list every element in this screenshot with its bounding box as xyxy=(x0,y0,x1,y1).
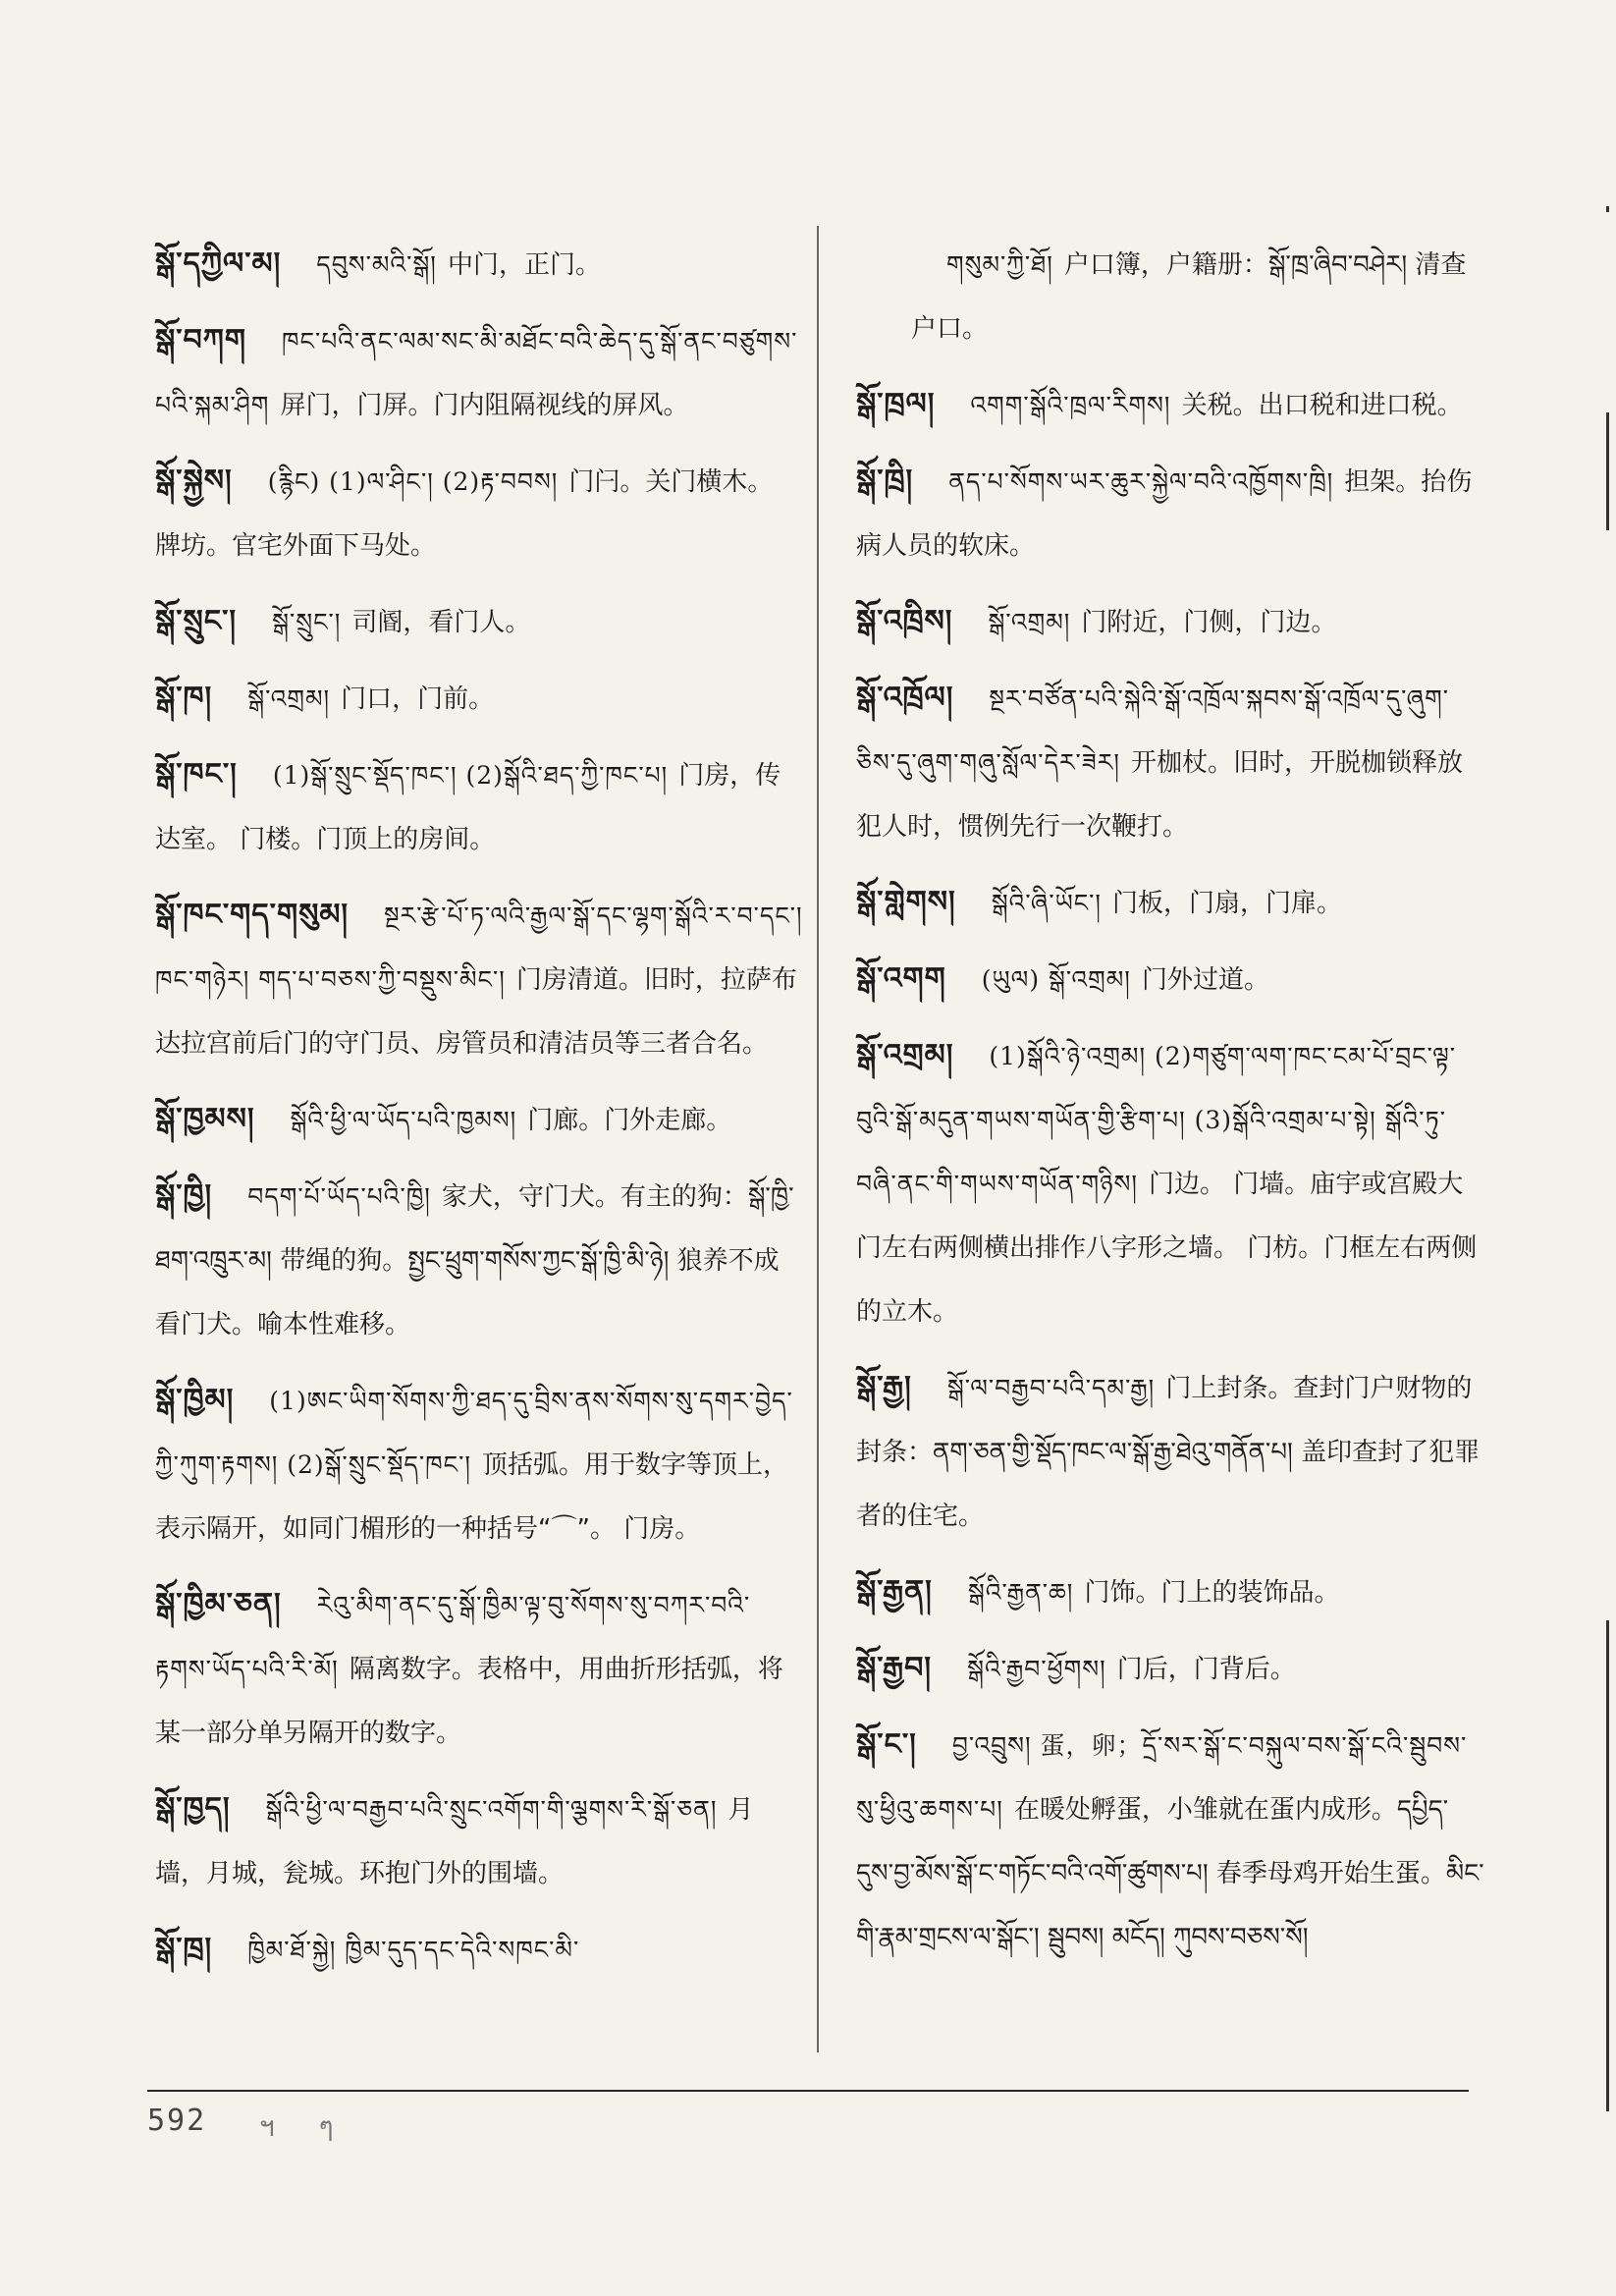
entry-tibetan-definition: སྔར་བཙོན་པའི་སྐེའི་སྒོ་འཁྲོལ་སྐབས་སྒོ་འཁྲོལ་དུ་ཞུག་ཅིས་དུ་ཞུག་གཞུ་སློལ་དེར་ཟེར། xyxy=(856,684,1449,777)
dictionary-entry xyxy=(155,451,803,579)
entry-tibetan-definition: བདག་པོ་ཡོད་པའི་ཁྱི། xyxy=(247,1182,431,1211)
entry-chinese-definition: 门附近，门侧，门边。 xyxy=(1081,608,1337,637)
entry-chinese-definition: 门房，传达室。 门楼。门顶上的房间。 xyxy=(155,761,781,854)
edge-mark xyxy=(1606,1620,1609,2111)
dictionary-entry xyxy=(155,1166,803,1358)
page-number: 592 xyxy=(147,2104,207,2138)
entry-headword: སྒོ་སྐྱེས། xyxy=(155,464,233,498)
edge-mark xyxy=(1606,412,1609,530)
entry-chinese-definition: 门外过道。 xyxy=(1141,965,1269,995)
entry-headword: སྒོ་ཁྱད། xyxy=(155,1791,231,1826)
entry-tibetan-definition: སྒོ་འགྲམ། xyxy=(247,684,331,713)
entry-chinese-definition: 门饰。门上的装饰品。 xyxy=(1084,1578,1340,1608)
entry-headword: སྒོ་རྒྱབ། xyxy=(856,1651,933,1685)
entry-chinese-definition: 门边。 门墙。庙宇或宫殿大门左右两侧横出排作八字形之墙。 门枋。门框左右两侧的立木。 xyxy=(856,1170,1478,1327)
entry-headword: སྒོ་ང་། xyxy=(856,1727,917,1762)
entry-chinese-definition: 户口簿，户籍册：སྒོ་ཁྲ་ཞིབ་བཤེར། 清查户口。 xyxy=(911,250,1467,344)
entry-tibetan-definition: སྒོའི་རྒྱན་ཆ། xyxy=(967,1578,1074,1607)
entry-headword: སྒོ་རྒྱ། xyxy=(856,1370,912,1404)
entry-headword: སྒོ་ཁང་གད་གསུམ། xyxy=(155,898,350,932)
dictionary-entry xyxy=(856,374,1484,439)
entry-headword: སྒོ་འགྲམ། xyxy=(856,1038,954,1072)
entry-tibetan-definition: (1)སྒོའི་ཉེ་འགྲམ། (2)གཙུག་ལག་ཁང་ངམ་པོ་བྲང་ལྟ་བུའི་སྒོ་མདུན་གཡས་གཡོན་གྱི་རྩིག་པ། (3)སྒོའི་འགྲམ་པ་སྟེ། སྒོའི་ཏུ་བཞི་ནང་གི་གཡས་གཡོན་གཉིས། xyxy=(856,1042,1456,1198)
entry-headword: སྒོ་ཁང་། xyxy=(155,757,238,792)
dictionary-entry xyxy=(155,1089,803,1154)
entry-tibetan-definition: སྔར་རྩེ་པོ་ཏ་ལའི་རྒྱལ་སྒོ་དང་ལྷག་སྒོའི་ར་བ་དང་། ཁང་གཉེར། གད་པ་བཅས་ཀྱི་བསྡུས་མིང་། xyxy=(155,902,803,994)
entry-chinese-definition: 在暖处孵蛋，小雏就在蛋内成形。དཔྱིད་དུས་བྱ་མོས་སྒོ་ང་གཏོང་བའི་འགོ་ཚུགས་པ། 春季母鸡开始生蛋。མིང་གི་རྣམ་གྲངས་ལ་སྒོང་། སྦུབས། མངོད། ཀུབས་བཅས་སོ། xyxy=(856,1795,1484,1952)
dictionary-entry xyxy=(155,744,803,873)
entry-headword: སྒོ་ཁྲི། xyxy=(856,464,914,498)
entry-chinese-definition: 开枷杖。旧时，开脱枷锁释放犯人时，惯例先行一次鞭打。 xyxy=(856,748,1463,842)
dictionary-entry xyxy=(155,1778,803,1907)
entry-headword: སྒོ་ཁྱི། xyxy=(155,1178,213,1213)
entry-tibetan-definition: སྒོའི་རྒྱབ་ཕྱོགས། xyxy=(967,1655,1106,1683)
entry-tibetan-definition: (1)ཨང་ཡིག་སོགས་ཀྱི་ཐད་དུ་བྲིས་ནས་སོགས་སུ་དགར་བྱེད་ཀྱི་ཀུག་རྟགས། (2)སྒོ་སྲུང་སྡོད་ཁང་། xyxy=(155,1387,793,1479)
entry-headword: སྒོ་ཁྱིམ། xyxy=(155,1383,235,1417)
entry-headword: སྒོ་ཁྲལ། xyxy=(856,387,936,421)
dictionary-entry xyxy=(856,1357,1484,1550)
dictionary-entry xyxy=(856,668,1484,860)
entry-tibetan-definition: སྒོའི་ཞི་ཡོང་། xyxy=(991,889,1102,917)
entry-chinese-definition: 隔离数字。表格中，用曲折形括弧，将某一部分单另隔开的数字。 xyxy=(155,1655,783,1748)
entry-tibetan-definition: སྒོའི་ཕྱི་ལ་བརྒྱབ་པའི་སྲུང་འགོག་གི་ལྕགས་རི་སྒོ་ཅན། xyxy=(265,1795,718,1824)
entry-chinese-definition: 月墙，月城，瓮城。环抱门外的围墙。 xyxy=(155,1795,754,1888)
entry-headword: སྒོ་འཁྲིས། xyxy=(856,604,953,638)
entry-chinese-definition: 担架。抬伤病人员的软床。 xyxy=(856,467,1473,561)
entry-headword: སྒོ་འགག xyxy=(856,961,946,996)
column-divider xyxy=(817,226,819,2052)
entry-headword: སྒོ་དཀྱིལ་མ། xyxy=(155,246,282,281)
entry-chinese-definition: 司阍，看门人。 xyxy=(351,608,531,637)
left-column xyxy=(155,234,803,1995)
entry-headword: སྒོ་ཁྱམས། xyxy=(155,1102,255,1136)
dictionary-entry xyxy=(155,668,803,733)
entry-headword: སྒོ་ཁ། xyxy=(155,681,213,715)
dictionary-entry xyxy=(856,1561,1484,1626)
entry-chinese-definition: 门廊。门外走廊。 xyxy=(527,1106,732,1135)
entry-tibetan-definition: ཁང་པའི་ནང་ལམ་སང་མི་མཐོང་བའི་ཆེད་དུ་སྒོ་ནང་བཙུགས་པའི་སྐམ་ཤིག xyxy=(155,327,798,419)
dictionary-entry xyxy=(155,310,803,439)
dictionary-entry-continued xyxy=(856,234,1484,362)
right-column xyxy=(856,234,1484,1983)
dictionary-entry xyxy=(155,1370,803,1562)
entry-headword: སྒོ་འཁྲོལ། xyxy=(856,681,954,715)
dictionary-entry xyxy=(856,451,1484,579)
entry-chinese-definition: 顶括弧。用于数字等顶上，表示隔开，如同门楣形的一种括号“⌒”。 门房。 xyxy=(155,1450,788,1544)
entry-tibetan-definition: གསུམ་ཀྱི་ཐོ། xyxy=(946,250,1053,279)
entry-chinese-definition: 门房清道。旧时，拉萨布达拉宫前后门的守门员、房管员和清洁员等三者合名。 xyxy=(155,965,797,1059)
dictionary-entry xyxy=(155,234,803,299)
entry-tibetan-definition: སྒོ་འགྲམ། xyxy=(988,608,1071,636)
entry-chinese-definition: 中门，正门。 xyxy=(447,250,601,280)
entry-chinese-definition: 门板，门扇，门扉。 xyxy=(1112,889,1343,918)
entry-headword: སྒོ་གླེགས། xyxy=(856,885,956,919)
entry-tibetan-definition: སྒོ་ལ་བརྒྱབ་པའི་དམ་རྒྱ། xyxy=(946,1374,1156,1402)
entry-tibetan-definition: རེའུ་མིག་ནང་དུ་སྒོ་ཁྱིམ་ལྟ་བུ་སོགས་སུ་བཀར་བའི་རྟགས་ཡོད་པའི་རི་མོ། xyxy=(155,1591,751,1683)
dictionary-entry xyxy=(155,591,803,656)
entry-tibetan-definition: ཁྱིམ་ཐོ་སྐྱེ། ཁྱིམ་དུད་དང་དེའི་སཁང་མི་ xyxy=(247,1936,580,1964)
entry-chinese-definition: 门后，门背后。 xyxy=(1116,1655,1296,1684)
entry-headword: སྒོ་ཁྲ། xyxy=(155,1932,213,1966)
dictionary-entry xyxy=(856,1715,1484,1971)
entry-tibetan-definition: བྱ་འབྲུས། 蛋，卵；དྲོ་སར་སྒོ་ང་བསྐུལ་བས་སྒོ་ངའི་སྦུབས་སུ་ཕྱིའུ་ཆགས་པ། xyxy=(856,1731,1468,1824)
entry-tibetan-definition: སྒོ་སྲུང་། xyxy=(272,608,342,636)
dictionary-entry xyxy=(155,1574,803,1767)
entry-chinese-definition: 门闩。关门横木。 牌坊。官宅外面下马处。 xyxy=(155,467,774,561)
entry-headword: སྒོ་ཁྱིམ་ཅན། xyxy=(155,1587,282,1621)
edge-mark xyxy=(1606,206,1609,212)
dictionary-entry xyxy=(856,1025,1484,1345)
entry-tibetan-definition: ནད་པ་སོགས་ཡར་ཆུར་སྐྱེལ་བའི་འཁྱོགས་ཁྲི། xyxy=(948,467,1334,496)
entry-chinese-definition: 门口，门前。 xyxy=(341,684,495,714)
entry-tibetan-definition: དབུས་མའི་སྒོ། xyxy=(316,250,437,279)
dictionary-entry xyxy=(856,949,1484,1013)
entry-tibetan-definition: (1)སྒོ་སྲུང་སྡོད་ཁང་། (2)སྒོའི་ཐད་ཀྱི་ཁང་པ། xyxy=(272,761,669,790)
entry-headword: སྒོ་བཀག xyxy=(155,323,247,357)
entry-chinese-definition: 屏门，门屏。门内阻隔视线的屏风。 xyxy=(280,391,689,420)
footer-rule xyxy=(147,2090,1469,2092)
entry-tibetan-definition: (ཡུལ) སྒོ་འགྲམ། xyxy=(981,965,1131,994)
entry-tibetan-definition: སྒོའི་ཕྱི་ལ་ཡོད་པའི་ཁྱམས། xyxy=(290,1106,517,1134)
entry-headword: སྒོ་རྒྱན། xyxy=(856,1574,933,1609)
entry-tibetan-definition: འགག་སྒོའི་ཁྲལ་རིགས། xyxy=(970,391,1171,419)
entry-chinese-definition: 关税。出口税和进口税。 xyxy=(1181,391,1463,420)
dictionary-entry xyxy=(856,1638,1484,1703)
entry-headword: སྒོ་སྲུང་། xyxy=(155,604,238,638)
dictionary-entry xyxy=(856,591,1484,656)
entry-chinese-definition: 家犬，守门犬。有主的狗：སྒོ་ཁྱི་ཐག་འཁྲུར་མ། 带绳的狗。སྤྱང་ཕྲུག་གསོས་ཀྱང་སྒོ་ཁྱི་མི་ཉེ། 狼养不成看门犬。喻本性难移。 xyxy=(155,1182,794,1339)
entry-chinese-definition: 门上封条。查封门户财物的封条：ནག་ཅན་གྱི་སྡོད་ཁང་ལ་སྒོ་རྒྱ་ཐེའུ་གནོན་པ། 盖印查封了犯罪者的住宅。 xyxy=(856,1374,1481,1531)
dictionary-entry xyxy=(155,1919,803,1984)
entry-tibetan-definition: (རྙིང) (1)ལ་ཤིང་། (2)རྟ་བབས། xyxy=(267,467,559,496)
dictionary-entry xyxy=(856,872,1484,937)
dictionary-entry xyxy=(155,885,803,1077)
footer-mark: ฯ ๆ xyxy=(259,2110,351,2143)
